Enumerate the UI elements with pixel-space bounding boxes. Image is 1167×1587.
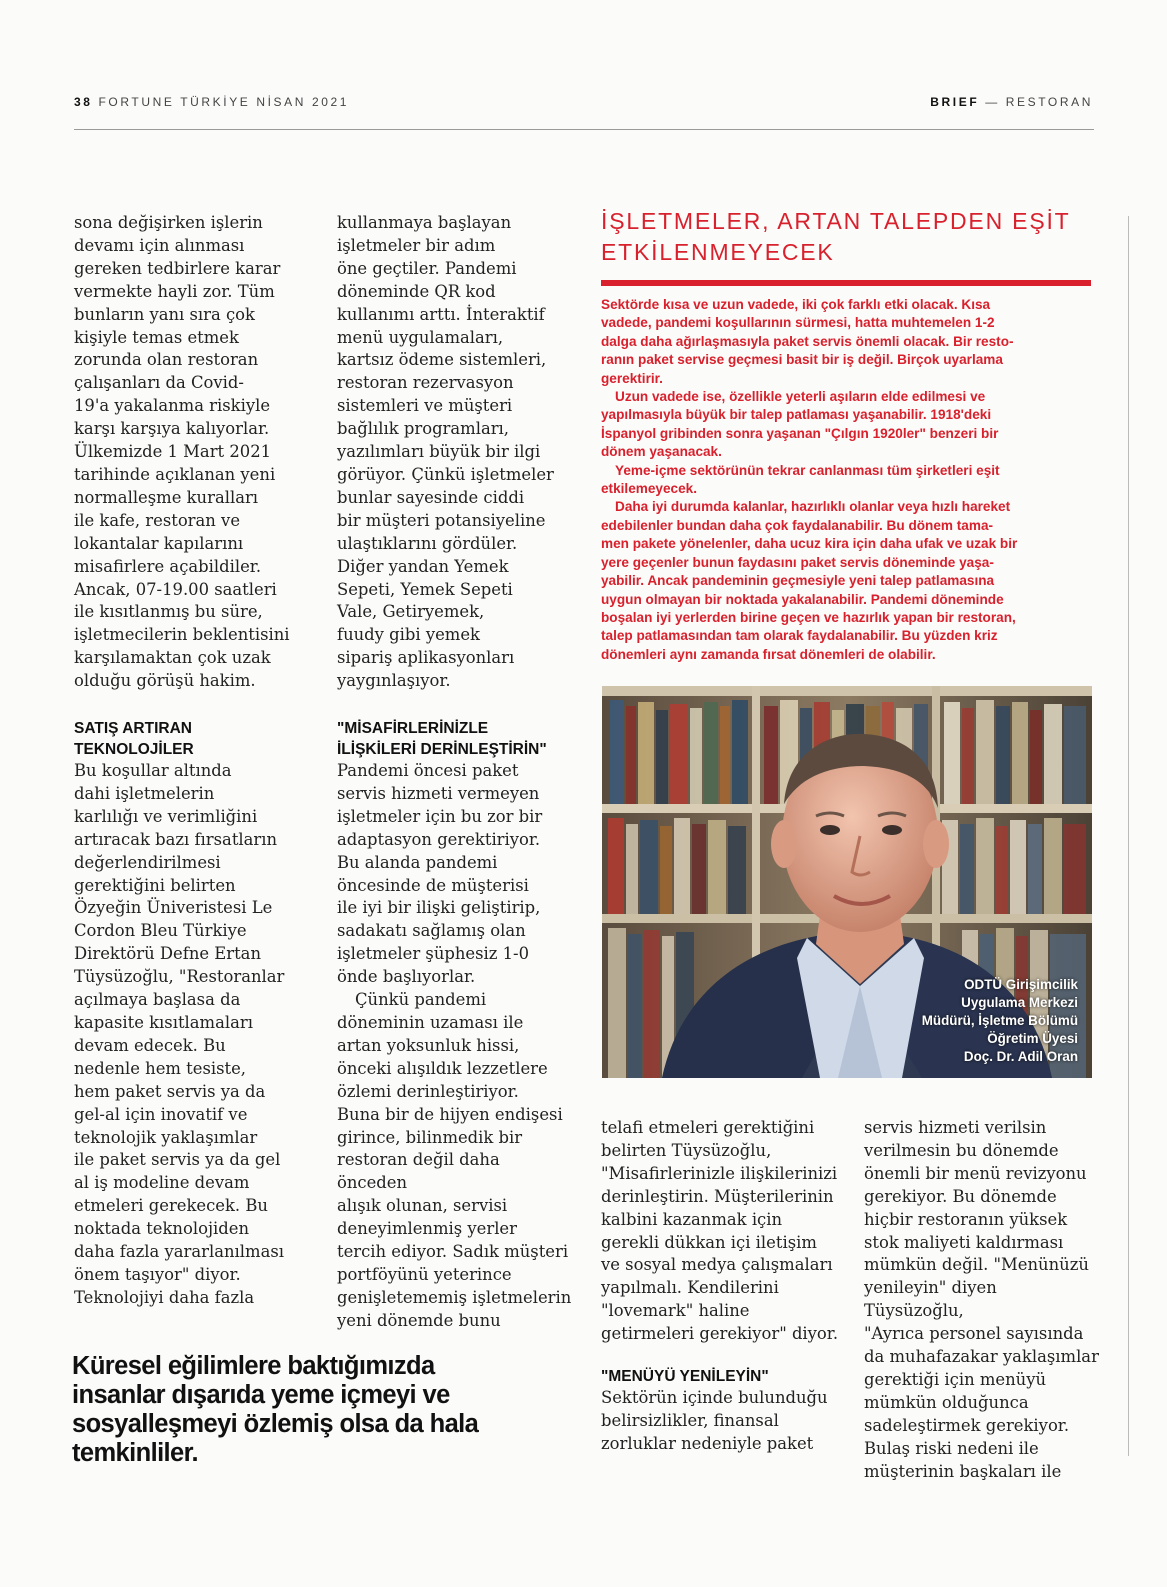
text-line: çalışanları da Covid- (74, 373, 244, 393)
text-line: döneminin uzaması ile (337, 1012, 524, 1032)
sidebar-paragraph (601, 498, 1091, 664)
text-line: öncesinde de müşterisi (337, 875, 529, 895)
column-4 (864, 1117, 1100, 1484)
text-line: verilmesin bu dönemde (864, 1140, 1059, 1160)
text-line: kullanmaya başlayan (337, 213, 512, 232)
body-paragraph (337, 989, 573, 1333)
text-line: Teknolojiyi daha fazla (74, 1287, 255, 1307)
text-line: Cordon Bleu Türkiye (74, 921, 247, 941)
text-line: kartsız ödeme sistemleri, (337, 350, 547, 370)
caption-line: Öğretim Üyesi (987, 1031, 1078, 1046)
text-line: Uzun vadede ise, özellikle yeterli aşıların elde edilmesi ve (615, 389, 986, 405)
publication-name: FORTUNE TÜRKİYE NİSAN 2021 (98, 95, 350, 109)
text-line: mümkün olduğunca (864, 1392, 1029, 1412)
text-line: Tüysüzoğlu, "Restoranlar (74, 967, 285, 987)
text-line: Bu koşullar altında (74, 761, 232, 780)
text-line: önem taşıyor" diyor. (74, 1264, 241, 1284)
text-line: misafirlere açabildiler. (74, 556, 262, 576)
text-line: etkilemeyecek. (601, 481, 697, 497)
caption-line: Uygulama Merkezi (961, 995, 1078, 1010)
text-line: önemli bir menü revizyonu (864, 1163, 1087, 1183)
text-line: İŞLETMELER, ARTAN TALEPDEN EŞİT (601, 208, 1071, 234)
text-line: normalleşme kuralları (74, 487, 259, 507)
header-rule (74, 129, 1094, 130)
text-line: yenileyin" diyen Tüysüzoğlu, (864, 1278, 997, 1321)
text-line: müşterinin başkaları ile (864, 1461, 1062, 1481)
sidebar-paragraph (601, 462, 1091, 499)
text-line: sistemleri ve müşteri (337, 396, 513, 416)
text-line: yapılmalı. Kendilerini (601, 1278, 779, 1298)
text-line: nedenle hem tesiste, (74, 1058, 247, 1078)
text-line: vadede, pandemi koşullarının sürmesi, hatta muhtemelen 1-2 (601, 315, 995, 331)
text-line: Sepeti, Yemek Sepeti (337, 579, 513, 599)
text-line: döneminde QR kod (337, 281, 496, 301)
text-line: kişiyle temas etmek (74, 327, 239, 347)
text-line: gel-al için inovatif ve (74, 1104, 248, 1124)
text-line: sadeleştirmek gerekiyor. (864, 1415, 1070, 1435)
text-line: Ancak, 07-19.00 saatleri (74, 579, 277, 599)
text-line: "MİSAFİRLERİNİZLE (337, 720, 489, 737)
subheading-menuyu-yenileyin: "MENÜYÜ YENİLEYİN" (601, 1368, 769, 1386)
column-divider (1128, 216, 1129, 1456)
text-line: karşı karşıya kalıyorlar. (74, 419, 270, 439)
text-line: deneyimlenmiş yerler (337, 1219, 517, 1239)
pull-quote (72, 1352, 592, 1468)
text-line: ulaştıklarını gördüler. (337, 533, 518, 553)
text-line: Küresel eğilimlere baktığımızda (72, 1352, 435, 1380)
text-line: Direktörü Defne Ertan (74, 944, 261, 964)
text-line: da muhafazakar yaklaşımlar (864, 1347, 1099, 1367)
caption-line: Müdürü, İşletme Bölümü (921, 1013, 1078, 1028)
text-line: Pandemi öncesi paket (337, 761, 519, 780)
text-line: bunlar sayesinde ciddi (337, 487, 525, 507)
text-line: Özyeğin Üniveristesi Le (74, 898, 273, 918)
text-line: Sektörün içinde bulunduğu (601, 1388, 828, 1408)
body-paragraph (337, 212, 573, 693)
text-line: adaptasyon gerektiriyor. (337, 829, 541, 849)
text-line: portföyünü yeterince (337, 1264, 512, 1284)
text-line: yapılmasıyla büyük bir talep patlaması yaşanabilir. 1918'deki (601, 407, 992, 423)
text-line: önde başlıyorlar. (337, 967, 476, 987)
photo-caption (922, 976, 1078, 1066)
header-separator: — (985, 95, 1000, 109)
text-line: artan yoksunluk hissi, (337, 1035, 520, 1055)
text-line: "lovemark" haline (601, 1301, 750, 1321)
text-line: Sektörde kısa ve uzun vadede, iki çok farklı etki olacak. Kısa (601, 297, 991, 312)
sidebar-body (601, 296, 1091, 664)
text-line: tercih ediyor. Sadık müşteri (337, 1242, 569, 1262)
text-line: hem paket servis ya da (74, 1081, 266, 1101)
text-line: öne geçtiler. Pandemi (337, 258, 517, 278)
text-line: belirten Tüysüzoğlu, (601, 1140, 772, 1160)
text-line: "Misafirlerinizle ilişkilerinizi (601, 1163, 838, 1183)
text-line: al iş modeline devam (74, 1173, 250, 1193)
sidebar-accent-bar (601, 280, 1091, 286)
text-line: kalbini kazanmak için (601, 1209, 783, 1229)
sidebar-paragraph (601, 388, 1091, 462)
body-paragraph (74, 212, 314, 693)
text-line: talep patlamasından tam olarak faydalanabilir. Bu yüzden kriz (601, 628, 998, 644)
text-line: teknolojik yaklaşımlar (74, 1127, 258, 1147)
text-line: kapasite kısıtlamaları (74, 1012, 253, 1032)
text-line: işletmeler için bu zor bir (337, 806, 543, 826)
text-line: Vale, Getiryemek, (337, 602, 485, 622)
text-line: menü uygulamaları, (337, 327, 504, 347)
text-line: bunların yanı sıra çok (74, 304, 255, 324)
text-line: sadakatı sağlamış olan (337, 921, 526, 941)
text-line: yazılımları büyük bir ilgi (337, 442, 541, 462)
body-paragraph (601, 1387, 841, 1456)
text-line: stok maliyeti kaldırması (864, 1232, 1064, 1252)
text-line: alışık olunan, servisi (337, 1196, 508, 1216)
text-line: zorluklar nedeniyle paket (601, 1433, 814, 1453)
text-line: lokantalar kapılarını (74, 533, 244, 553)
text-line: daha fazla yararlanılması (74, 1242, 284, 1262)
text-line: servis hizmeti verilsin (864, 1118, 1047, 1137)
text-line: yere geçenler bunun faydasını paket servis döneminde yaşa- (601, 554, 994, 570)
text-line: boşalan iyi yerlerden birine geçen ve hazırlık yapan bir restoran, (601, 609, 1016, 625)
caption-line: Doç. Dr. Adil Oran (963, 1049, 1078, 1064)
text-line: Diğer yandan Yemek (337, 556, 509, 576)
subheading-satis-artiran (74, 718, 314, 760)
page-number: 38 (74, 95, 93, 109)
portrait-photo (602, 686, 1092, 1078)
text-line: ile kafe, restoran ve (74, 510, 241, 530)
text-line: Bu alanda pandemi (337, 852, 498, 872)
text-line: işletmeler şüphesiz 1-0 (337, 944, 530, 964)
text-line: SATIŞ ARTIRAN (74, 720, 192, 737)
text-line: mümkün değil. "Menünüzü (864, 1255, 1089, 1275)
text-line: sosyalleşmeyi özlemiş olsa da hala (72, 1410, 479, 1438)
section-name: BRIEF (930, 95, 980, 109)
text-line: girince, bilinmedik bir (337, 1127, 523, 1147)
text-line: bağlılık programları, (337, 419, 510, 439)
text-line: servis hizmeti vermeyen (337, 783, 540, 803)
column-2-top (337, 212, 573, 693)
text-line: telafi etmeleri gerektiğini (601, 1118, 815, 1137)
text-line: gereken tedbirlere karar (74, 258, 281, 278)
text-line: belirsizlikler, finansal (601, 1410, 779, 1430)
text-line: açılmaya başlasa da (74, 990, 241, 1010)
text-line: devam edecek. Bu (74, 1035, 226, 1055)
text-line: TEKNOLOJİLER (74, 741, 194, 758)
subheading-misafirlerinizle (337, 718, 573, 760)
body-paragraph (864, 1117, 1100, 1484)
text-line: kullanımı arttı. İnteraktif (337, 304, 545, 324)
text-line: yeni dönemde bunu (337, 1310, 501, 1330)
running-header-left (74, 95, 349, 109)
text-line: değerlendirilmesi (74, 852, 221, 872)
text-line: yabilir. Ancak pandeminin geçmesiyle yeni talep patlamasına (601, 573, 995, 589)
text-line: Daha iyi durumda kalanlar, hazırlıklı olanlar veya hızlı hareket (615, 499, 1011, 515)
text-line: gerektiği için menüyü (864, 1369, 1047, 1389)
text-line: yaygınlaşıyor. (337, 671, 451, 691)
column-3 (601, 1117, 841, 1456)
text-line: işletmecilerin beklentisini (74, 625, 290, 645)
text-line: İLİŞKİLERİ DERİNLEŞTİRİN" (337, 741, 547, 758)
text-line: ve sosyal medya çalışmaları (601, 1255, 833, 1275)
text-line: sipariş aplikasyonları (337, 648, 515, 668)
text-line: görüyor. Çünkü işletmeler (337, 464, 554, 484)
column-2-bottom (337, 718, 573, 1333)
text-line: restoran rezervasyon (337, 373, 514, 393)
text-line: fuudy gibi yemek (337, 625, 480, 645)
text-line: ile kısıtlanmış bu süre, (74, 602, 263, 622)
text-line: ile iyi bir ilişki geliştirip, (337, 898, 541, 918)
body-paragraph (337, 760, 573, 989)
text-line: bir müşteri potansiyeline (337, 510, 546, 530)
text-line: etmeleri gerekecek. Bu (74, 1196, 268, 1216)
text-line: restoran değil daha önceden (337, 1150, 500, 1193)
text-line: ETKİLENMEYECEK (601, 239, 835, 265)
caption-line: ODTÜ Girişimcilik (964, 977, 1078, 992)
subsection-name: RESTORAN (1005, 95, 1093, 109)
text-line: dahi işletmelerin (74, 783, 215, 803)
text-line: olduğu görüşü hakim. (74, 671, 256, 691)
text-line: gerektiğini belirten (74, 875, 236, 895)
text-line: "Ayrıca personel sayısında (864, 1324, 1084, 1344)
text-line: karlılığı ve verimliğini (74, 806, 258, 826)
text-line: Ülkemizde 1 Mart 2021 (74, 442, 272, 462)
column-1-top (74, 212, 314, 693)
text-line: artıracak bazı fırsatların (74, 829, 278, 849)
text-line: devamı için alınması (74, 235, 245, 255)
text-line: vermekte hayli zor. Tüm (74, 281, 275, 301)
text-line: Çünkü pandemi (355, 990, 487, 1010)
text-line: getirmeleri gerekiyor" diyor. (601, 1324, 839, 1344)
text-line: Buna bir de hijyen endişesi (337, 1104, 563, 1124)
body-paragraph (74, 760, 314, 1310)
sidebar-title (601, 206, 1091, 268)
text-line: derinleştirin. Müşterilerinin (601, 1186, 834, 1206)
running-header-right (930, 95, 1093, 109)
text-line: gerekiyor. Bu dönemde (864, 1186, 1057, 1206)
text-line: dönemleri aynı zamanda fırsat dönemleri de olabilir. (601, 646, 936, 662)
text-line: Yeme-içme sektörünün tekrar canlanması tüm şirketleri eşit (615, 462, 1000, 478)
text-line: özlemi derinleştiriyor. (337, 1081, 519, 1101)
text-line: sona değişirken işlerin (74, 213, 263, 232)
sidebar-paragraph (601, 296, 1091, 388)
text-line: genişletememiş işletmelerin (337, 1287, 572, 1307)
body-paragraph (601, 1117, 841, 1346)
text-line: 19'a yakalanma riskiyle (74, 396, 271, 416)
text-line: ranın paket servise geçmesi basit bir iş değil. Birçok uyarlama (601, 352, 1003, 368)
text-line: zorunda olan restoran (74, 350, 259, 370)
text-line: dalga daha ağırlaşmasıyla paket servis önemli olacak. Bir resto- (601, 333, 1014, 349)
text-line: insanlar dışarıda yeme içmeyi ve (72, 1381, 450, 1409)
column-1-bottom (74, 718, 314, 1310)
text-line: İspanyol gribinden sonra yaşanan "Çılgın 1920ler" benzeri bir (601, 425, 999, 441)
text-line: temkinliler. (72, 1439, 199, 1467)
text-line: tarihinde açıklanan yeni (74, 464, 276, 484)
text-line: karşılamaktan çok uzak (74, 648, 271, 668)
text-line: dönem yaşanacak. (601, 444, 722, 460)
text-line: hiçbir restoranın yüksek (864, 1209, 1068, 1229)
text-line: noktada teknolojiden (74, 1219, 250, 1239)
text-line: uygun olmayan bir noktada yakalanabilir. Pandemi döneminde (601, 591, 1004, 607)
text-line: gerektirir. (601, 370, 663, 386)
text-line: ile paket servis ya da gel (74, 1150, 281, 1170)
text-line: işletmeler bir adım (337, 235, 496, 255)
text-line: Bulaş riski nedeni ile (864, 1438, 1039, 1458)
text-line: önceki alışıldık lezzetlere (337, 1058, 548, 1078)
text-line: men pakete yönelenler, daha ucuz kira için daha ufak ve uzak bir (601, 536, 1018, 552)
text-line: gerekli dükkan içi iletişim (601, 1232, 817, 1252)
text-line: edebilenler bundan daha çok faydalanabilir. Bu dönem tama- (601, 517, 994, 533)
